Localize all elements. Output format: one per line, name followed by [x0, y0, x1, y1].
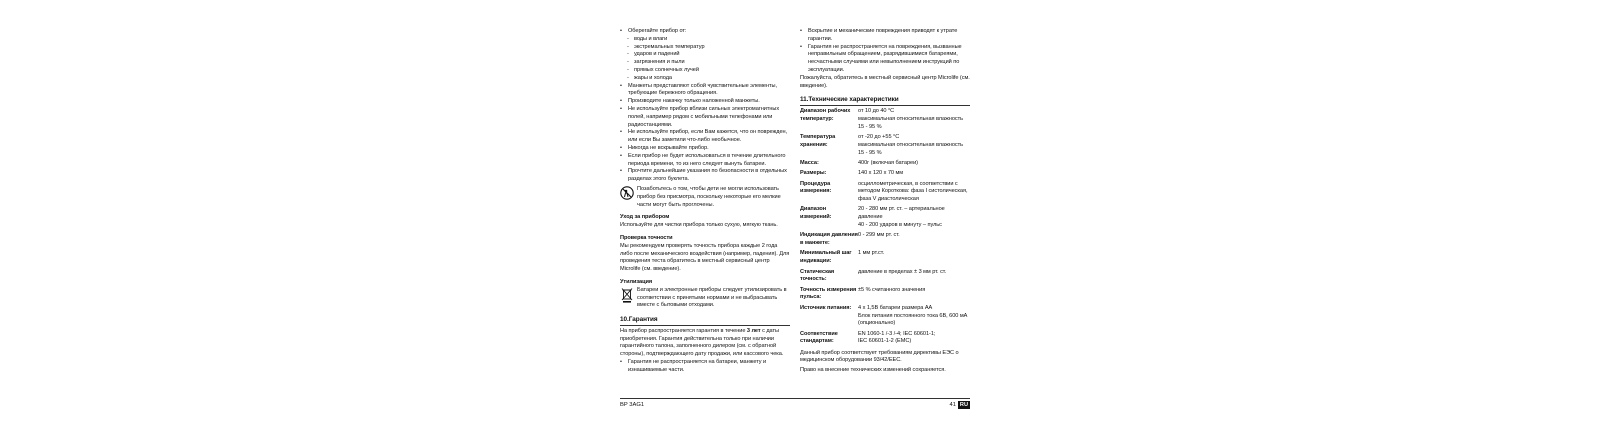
model-name: BP 3AG1: [620, 402, 645, 408]
sub-list-item: - прямых солнечных лучей: [620, 67, 790, 75]
spec-row: [800, 250, 970, 268]
manual-page: [620, 28, 970, 398]
spec-key: Температура хранения:: [800, 134, 836, 148]
spec-value: 4 x 1,5В батареи размера AA Блок питания постоянного тока 6В, 600 мА (опционально): [858, 304, 968, 327]
warranty-heading: 10.Гарантия: [620, 316, 790, 326]
warranty-text-after: с даты приобретения. Гарантия действительна только при наличии гарантийного талона, заполненного дилером (см. с обратной стороны), подтверждающего дату продажи, или кассового чека.: [620, 327, 784, 358]
spec-value: 0 - 299 мм рт. ст.: [858, 232, 900, 239]
conformity-text: Данный прибор соответствует требованиям директивы ЕЭС о медицинском оборудовании 93/42/EEC.: [800, 349, 959, 364]
accuracy-text: Мы рекомендуем проверять точность прибора каждые 2 года либо после механического воздействия (например, падения). Для проведения теста обратитесь в местный сервисный центр Microlife (см. введение).: [620, 242, 790, 273]
crossed-bin-icon: [620, 287, 634, 303]
spec-row: [800, 269, 970, 287]
care-heading: Уход за прибором: [620, 214, 670, 221]
list-item: • Вскрытие и механические повреждения приводят к утрате гарантии.: [800, 28, 970, 44]
sub-list-item: - загрязнения и пыли: [620, 59, 790, 67]
sub-list-item: - жары и холода: [620, 75, 790, 83]
spec-row: [800, 181, 970, 207]
spec-key: Масса:: [800, 159, 819, 166]
spec-row: [800, 331, 970, 349]
spec-row: [800, 170, 970, 180]
page-number: 41: [949, 402, 956, 408]
spec-value: от 10 до 40 °C максимальная относительная влажность 15 - 95 %: [858, 108, 963, 130]
spec-key: Источник питания:: [800, 304, 852, 311]
spec-row: [800, 160, 970, 170]
left-column: [620, 28, 790, 375]
spec-key: Процедура измерения:: [800, 180, 832, 195]
spec-row: [800, 232, 970, 250]
disposal-heading: Утилизация: [620, 278, 653, 285]
list-item: • Не используйте прибор вблизи сильных электромагнитных полей, например рядом с мобильными телефонами или радиостанциями.: [620, 106, 790, 129]
spec-value: осциллометрическая, в соответствии с методом Короткова: фаза I систолическая, фаза V диастолическая: [858, 180, 968, 203]
child-warning-text: Позаботьтесь о том, чтобы дети не могли использовать прибор без присмотра, поскольку некоторые его мелкие части могут быть проглочены.: [637, 185, 781, 208]
spec-key: Диапазон рабочих температур:: [800, 108, 851, 122]
spec-value: 1 мм рт.ст.: [858, 250, 885, 257]
safety-bullets: [620, 28, 790, 184]
spec-row: [800, 206, 970, 232]
spec-row: [800, 287, 970, 305]
list-item: • Манжеты представляют собой чувствительные элементы, требующие бережного обращения.: [620, 83, 790, 99]
spec-key: Статическая точность:: [800, 268, 835, 283]
spec-value: от -20 до +55 °C максимальная относительная влажность 15 - 95 %: [858, 134, 963, 156]
disposal-row: [620, 287, 790, 310]
spec-row: [800, 108, 970, 134]
language-badge: RU: [959, 402, 968, 408]
warranty-period: 3 лет: [746, 327, 761, 334]
spec-value: ±5 % считанного значения: [858, 286, 926, 293]
specs-table: [800, 108, 970, 349]
spec-key: Минимальный шаг индикации:: [800, 250, 852, 265]
spec-key: Размеры:: [800, 170, 827, 177]
list-item: • Прочтите дальнейшие указания по безопасности в отдельных разделах этого буклета.: [620, 168, 790, 184]
sub-list-item: - воды и влаги: [620, 36, 790, 44]
rights-text: Право на внесение технических изменений сохраняется.: [800, 367, 946, 374]
accuracy-heading: Проверка точности: [620, 234, 673, 241]
page-footer: [620, 398, 970, 408]
warranty-bullets-continued: [800, 28, 970, 75]
spec-value: 20 - 280 мм рт. ст. – артериальное давление 40 - 200 ударов в минуту – пульс: [858, 206, 945, 229]
list-item: • Не используйте прибор, если Вам кажется, что он поврежден, или если Вы заметили что-либо необычное.: [620, 129, 790, 145]
right-column: [800, 28, 970, 375]
sub-list-item: - экстремальных температур: [620, 44, 790, 52]
warranty-bullets: [620, 359, 790, 375]
spec-value: EN 1060-1 /-3 /-4; IEC 60601-1; IEC 60601-1-2 (EMC): [858, 330, 936, 345]
spec-row: [800, 134, 970, 160]
list-item: • Гарантия не распространяется на повреждения, вызванные неправильным обращением, разрядившимися батареями, несчастными случаями или невыполнением инструкций по эксплуатации.: [800, 44, 970, 75]
service-note: Пожалуйста, обратитесь в местный сервисный центр Microlife (см. введение).: [800, 74, 970, 89]
spec-value: 400г (включая батареи): [858, 159, 918, 166]
spec-value: давление в пределах ± 3 мм рт. ст.: [858, 268, 947, 275]
warranty-text: [620, 328, 790, 359]
specs-heading: 11.Технические характеристики: [800, 96, 970, 106]
spec-key: Диапазон измерений:: [800, 206, 832, 221]
care-text: Используйте для чистки прибора только сухую, мягкую ткань.: [620, 222, 778, 229]
spec-key: Индикация давления в манжете:: [800, 232, 858, 247]
child-warning: [620, 186, 790, 209]
list-item: • Оберегайте прибор от:: [620, 28, 790, 36]
no-children-icon: [620, 186, 634, 200]
spec-value: 140 x 120 x 70 мм: [858, 170, 904, 177]
sub-list-item: - ударов и падений: [620, 51, 790, 59]
list-item: • Если прибор не будет использоваться в течение длительного периода времени, то из него следует вынуть батареи.: [620, 153, 790, 169]
list-item: • Никогда не вскрывайте прибор.: [620, 145, 790, 153]
list-item: • Гарантия не распространяется на батареи, манжету и изнашиваемые части.: [620, 359, 790, 375]
warranty-text-before: На прибор распространяется гарантия в течение: [620, 327, 747, 334]
spec-row: [800, 305, 970, 331]
list-item: • Производите накачку только наложенной манжеты.: [620, 98, 790, 106]
spec-key: Точность измерения пульса:: [800, 286, 857, 301]
spec-key: Соответствие стандартам:: [800, 330, 838, 345]
disposal-text: Батареи и электронные приборы следует утилизировать в соответствии с принятыми нормами и не выбрасывать вместе с бытовыми отходами.: [637, 286, 787, 309]
